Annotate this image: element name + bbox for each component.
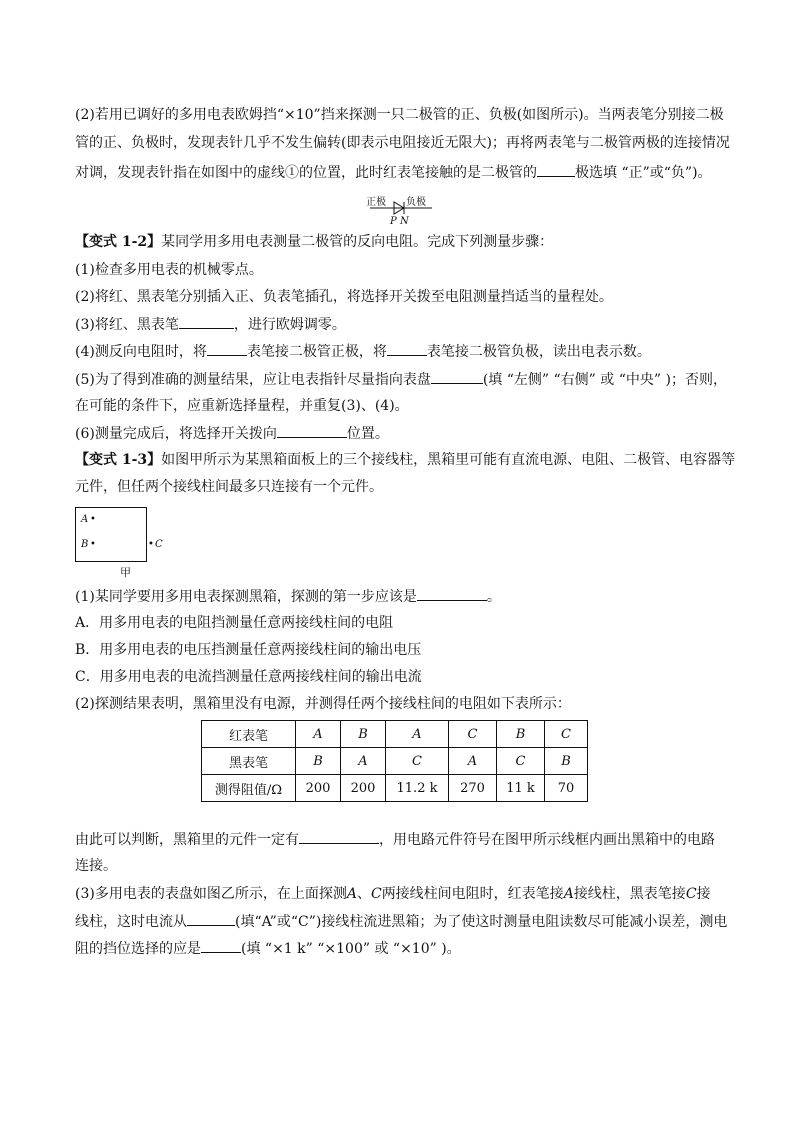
v12-step-5 [75,371,727,388]
v13-q3-line-3-start: 阻的挡位选择的应是 [75,941,201,957]
answer-blank-range[interactable] [201,940,241,953]
q2-line-3 [75,164,712,181]
v12-step-4-start: (4)测反向电阻时，将 [75,344,207,360]
table-cell: C [467,726,478,742]
answer-blank-step3[interactable] [179,316,234,329]
table-cell: 70 [545,775,588,802]
v12-step-3 [75,316,346,333]
table-cell: B [515,726,526,742]
v12-step-5-end: (填 “左侧” “右侧” 或 “中央” )；否则， [482,372,727,388]
table-cell: B [358,726,368,742]
row-header: 测得阻值/Ω [202,775,296,802]
q3-italic: A [346,886,357,902]
q3-italic: C [685,886,697,902]
table-cell: 200 [341,775,386,802]
row-header: 红表笔 [202,721,296,748]
v12-title [75,234,553,250]
v13-q1 [75,588,501,605]
q2-line-3-start: 对调，发现表针指在如图中的虚线①的位置，此时红表笔接触的是二极管的 [75,165,537,181]
table-cell: C [515,753,526,769]
v13-q3-line-3 [75,940,461,957]
v13-conclusion-cont: 连接。 [75,858,117,874]
v13-title-tag: 【变式 1-3】 [75,452,162,468]
diode-positive-label: 正极 [366,197,386,208]
v13-q3-line-3-end: (填 “×1 k” “×100” 或 “×10” )。 [241,941,461,957]
v13-q3-line-1 [75,886,711,902]
diode-figure [366,193,436,229]
v13-q1-start: (1)某同学要用多用电表探测黑箱，探测的第一步应该是 [75,589,417,605]
v12-step-6-start: (6)测量完成后，将选择开关拨向 [75,426,277,442]
v13-q3-line-2-start: 线柱，这时电流从 [75,914,187,930]
terminal-a-label: A [81,514,89,525]
table-row [202,775,588,802]
q2-line-2: 管的正、负极时，发现表针几乎不发生偏转(即表示电阻接近无限大)；再将两表笔与二极管两极的连接情况 [75,135,730,151]
v13-q3-line-2 [75,913,727,930]
figure-caption-jia: 甲 [120,566,131,579]
terminal-c-label: C [155,539,163,550]
table-cell: A [358,753,368,769]
black-box-figure [75,507,163,562]
q3-text: (3)多用电表的表盘如图乙所示，在上面探测 [75,886,347,902]
q3-text: 两接线柱间电阻时，红表笔接 [381,886,564,902]
v13-title [75,452,735,468]
v13-conclusion-start: 由此可以判断，黑箱里的元件一定有 [75,832,299,848]
table-cell: 11 k [497,775,545,802]
row-header: 黑表笔 [202,748,296,775]
answer-blank-q1[interactable] [417,588,487,601]
diode-negative-label: 负极 [406,197,426,208]
table-cell: C [412,753,422,769]
resistance-table [201,720,588,802]
q3-italic: C [370,886,382,902]
answer-blank-step4-b[interactable] [387,343,427,356]
v13-q3-line-2-end: (填“A”或“C”)接线柱流进黑箱；为了使这时测量电阻读数尽可能减小误差，测电 [235,914,728,930]
q3-text: 接线柱，黑表笔接 [573,886,686,902]
v13-q1-end: 。 [486,589,501,605]
v12-step-3-end: ，进行欧姆调零。 [233,317,346,333]
terminal-b-label: B [81,539,89,550]
option-b: B．用多用电表的电压挡测量任意两接线柱间的输出电压 [75,642,422,658]
q3-text: 、 [356,886,371,902]
terminal-a-dot-icon: • [90,514,96,525]
table-cell: 200 [296,775,341,802]
terminal-c-dot-icon: • [148,539,154,550]
answer-blank-step6[interactable] [277,425,347,438]
v12-step-6-end: 位置。 [346,426,389,442]
v12-step-5-start: (5)为了得到准确的测量结果，应让电表指针尽量指向表盘 [75,372,431,388]
answer-blank-step4-a[interactable] [207,343,247,356]
v12-title-text: 某同学用多用电表测量二极管的反向电阻。完成下列测量步骤： [161,234,554,250]
diode-p-label: P [390,216,397,227]
answer-blank-pole[interactable] [537,164,575,177]
table-row [202,748,588,775]
diode-n-label: N [400,216,409,227]
answer-blank-elements[interactable] [299,831,379,844]
answer-blank-current[interactable] [187,913,235,926]
v13-conclusion [75,831,715,848]
table-cell: A [467,753,478,769]
v13-title-text: 如图甲所示为某黑箱面板上的三个接线柱，黑箱里可能有直流电源、电阻、二极管、电容器等 [161,452,736,468]
terminal-b-dot-icon: • [90,539,96,550]
v12-step-1: (1)检查多用电表的机械零点。 [75,262,263,278]
q3-text: 接 [696,886,711,902]
v12-title-tag: 【变式 1-2】 [75,234,162,250]
v12-step-2: (2)将红、黑表笔分别插入正、负表笔插孔，将选择开关拨至电阻测量挡适当的量程处。 [75,289,613,305]
table-cell: A [412,726,422,742]
q3-italic: A [563,886,574,902]
v12-step-4-mid: 表笔接二极管正极，将 [246,344,387,360]
v12-step-5-cont: 在可能的条件下，应重新选择量程，并重复(3)、(4)。 [75,398,409,414]
table-cell: B [561,753,571,769]
v12-step-6 [75,425,389,442]
table-cell: A [313,726,323,742]
table-cell: 270 [449,775,497,802]
v12-step-3-start: (3)将红、黑表笔 [75,317,179,333]
q2-line-1: (2)若用已调好的多用电表欧姆挡“×10”挡来探测一只二极管的正、负极(如图所示)。当两表笔分别接二极 [75,107,724,123]
table-cell: C [561,726,571,742]
option-a: A．用多用电表的电阻挡测量任意两接线柱间的电阻 [75,615,394,631]
option-c: C．用多用电表的电流挡测量任意两接线柱间的输出电流 [75,669,422,685]
v12-step-4-end: 表笔接二极管负极，读出电表示数。 [426,344,651,360]
v13-line-2: 元件，但任两个接线柱间最多只连接有一个元件。 [75,479,383,495]
table-cell: B [313,753,323,769]
answer-blank-step5[interactable] [431,371,483,384]
q2-line-3-end: 极选填 “正”或“负”)。 [575,165,712,181]
v13-q2: (2)探测结果表明，黑箱里没有电源，并测得任两个接线柱间的电阻如下表所示： [75,696,571,712]
table-row [202,721,588,748]
table-cell: 11.2 k [386,775,449,802]
v12-step-4 [75,343,651,360]
v13-conclusion-end: ，用电路元件符号在图甲所示线框内画出黑箱中的电路 [379,832,715,848]
